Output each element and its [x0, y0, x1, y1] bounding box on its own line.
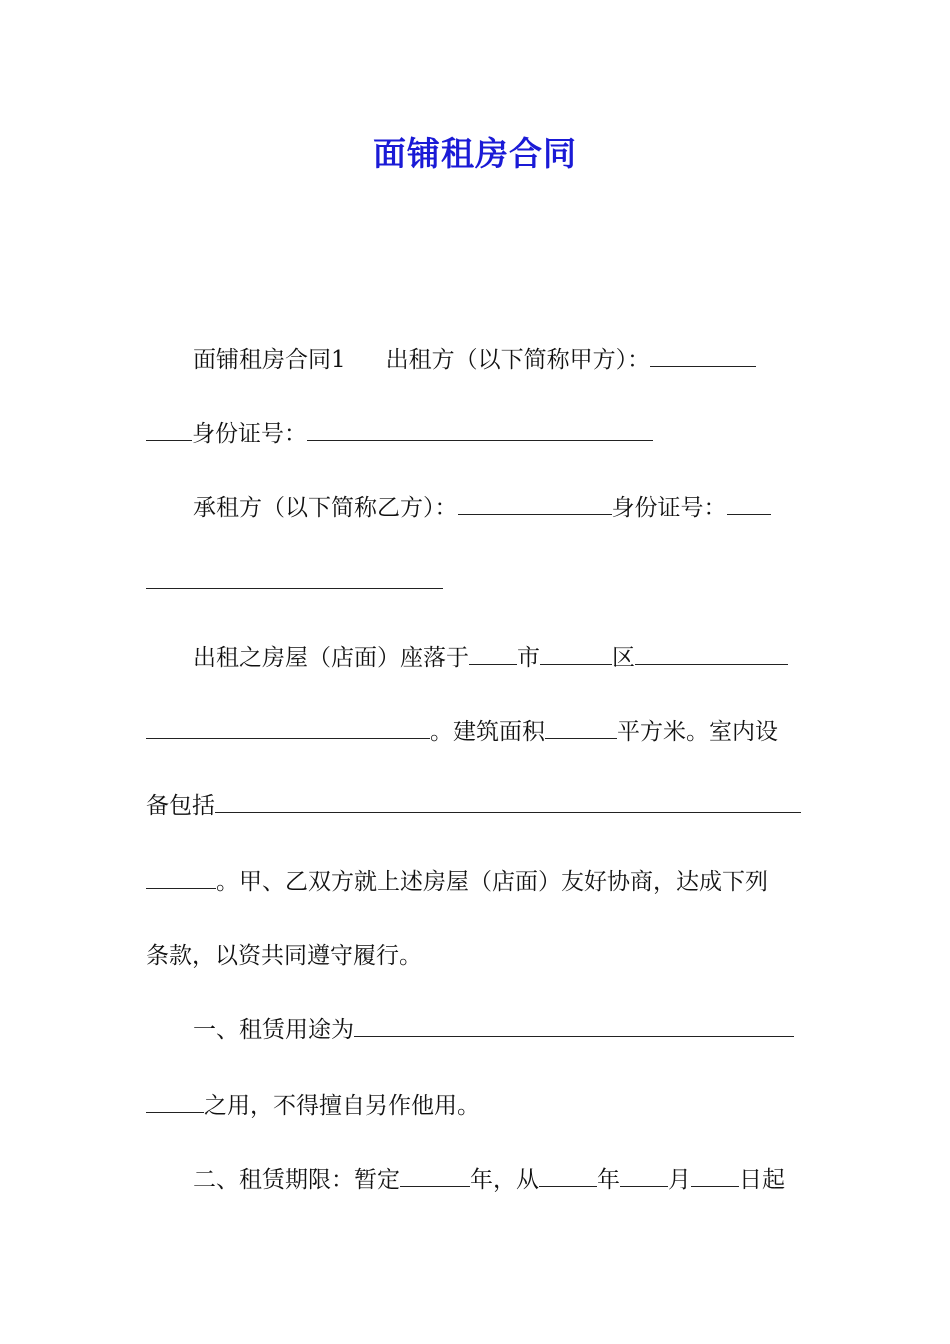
- lessee-name-blank[interactable]: [458, 488, 612, 515]
- document-title: 面铺租房合同: [373, 134, 577, 173]
- start-day-label: 日起: [739, 1167, 785, 1193]
- district-label: 区: [612, 645, 635, 671]
- contract-line-9: [146, 936, 806, 976]
- usage-blank[interactable]: [354, 1010, 794, 1037]
- area-blank[interactable]: [545, 712, 617, 739]
- usage-blank-cont[interactable]: [146, 1086, 204, 1113]
- address-blank[interactable]: [635, 638, 788, 665]
- contract-line-3: [146, 488, 806, 528]
- area-label: 。建筑面积: [430, 719, 545, 745]
- contract-line-10: [146, 1010, 806, 1050]
- contract-line-8: [146, 862, 806, 902]
- equipment-blank-cont[interactable]: [146, 862, 216, 889]
- lessor-name-blank[interactable]: [650, 340, 756, 367]
- lessor-name-blank-cont[interactable]: [146, 414, 192, 441]
- district-blank[interactable]: [540, 638, 612, 665]
- lessor-id-blank[interactable]: [307, 414, 653, 441]
- equipment-blank[interactable]: [215, 786, 801, 813]
- lessee-id-blank[interactable]: [727, 488, 771, 515]
- contract-line-4: [146, 562, 806, 602]
- contract-line-5: [146, 638, 806, 678]
- equipment-label: 备包括: [146, 793, 215, 819]
- lessee-id-label: 身份证号：: [611, 495, 727, 521]
- contract-line-1: [146, 340, 806, 380]
- contract-heading: 面铺租房合同1: [193, 347, 346, 373]
- agreement-text-cont: 条款，以资共同遵守履行。: [146, 943, 422, 969]
- contract-line-2: [146, 414, 806, 454]
- clause-2-label: 二、租赁期限：暂定: [193, 1167, 400, 1193]
- area-unit: 平方米。室内设: [617, 719, 778, 745]
- clause-1-text: 之用，不得擅自另作他用。: [204, 1093, 480, 1119]
- lessee-id-blank-cont[interactable]: [146, 562, 443, 589]
- city-label: 市: [517, 645, 540, 671]
- clause-1-label: 一、租赁用途为: [193, 1017, 354, 1043]
- contract-line-11: [146, 1086, 806, 1126]
- lessor-label: 出租方（以下简称甲方）：: [385, 347, 651, 373]
- lessor-id-label: 身份证号：: [192, 421, 307, 447]
- term-years-blank[interactable]: [400, 1160, 470, 1187]
- location-label: 出租之房屋（店面）座落于: [193, 645, 469, 671]
- address-blank-cont[interactable]: [146, 712, 430, 739]
- start-year-label: 年: [597, 1167, 620, 1193]
- contract-line-12: [146, 1160, 806, 1200]
- start-month-label: 月: [668, 1167, 691, 1193]
- contract-line-6: [146, 712, 806, 752]
- start-year-blank[interactable]: [539, 1160, 597, 1187]
- contract-line-7: [146, 786, 806, 826]
- start-month-blank[interactable]: [620, 1160, 668, 1187]
- city-blank[interactable]: [469, 638, 517, 665]
- start-day-blank[interactable]: [691, 1160, 739, 1187]
- term-years-unit: 年，从: [470, 1167, 539, 1193]
- lessee-label: 承租方（以下简称乙方）：: [193, 495, 458, 521]
- agreement-text: 。甲、乙双方就上述房屋（店面）友好协商，达成下列: [216, 869, 768, 895]
